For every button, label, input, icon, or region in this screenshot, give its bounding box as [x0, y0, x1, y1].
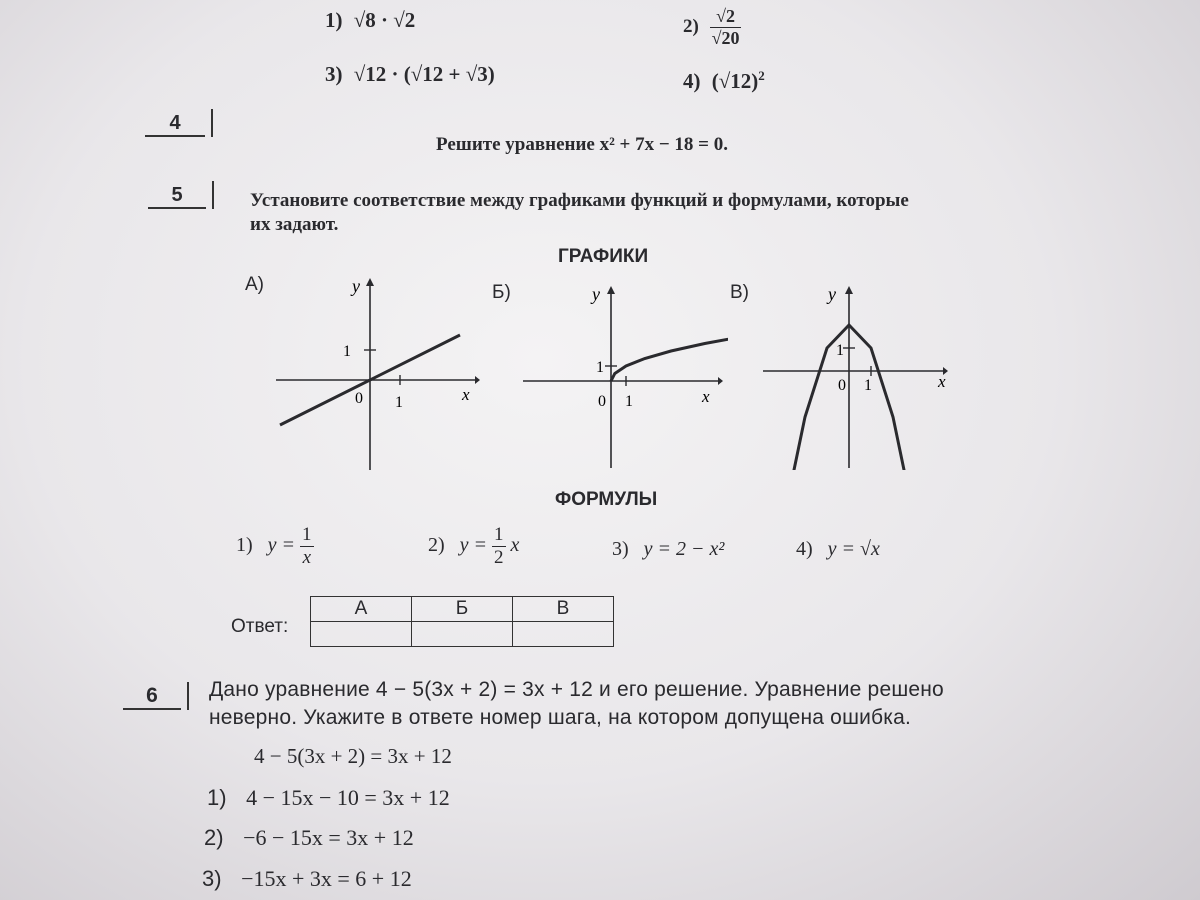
formula-1: [236, 524, 314, 569]
graph-c-x-label: x: [938, 372, 946, 391]
q3-option-3-expr: √12 · (√12 + √3): [353, 62, 495, 86]
answer-header-c: В: [513, 597, 614, 622]
q4-number: 4: [145, 112, 205, 137]
q5-text-line1: Установите соответствие между графиками функций и формулами, которые: [250, 190, 909, 211]
q3-option-1-label: 1): [325, 8, 343, 32]
q6-step-3: [202, 866, 412, 892]
graph-c-y-label: y: [828, 284, 836, 304]
q6-step-2-expr: −6 − 15x = 3x + 12: [243, 825, 414, 850]
graph-a-y-label: y: [352, 276, 360, 296]
graph-a-origin: 0: [355, 390, 363, 407]
q4-text: Решите уравнение x² + 7x − 18 = 0.: [436, 134, 729, 155]
formula-3: [612, 538, 724, 561]
answer-input-row: [311, 622, 614, 647]
answer-header-a: А: [311, 597, 412, 622]
formula-3-label: 3): [612, 538, 629, 560]
formula-2-tail: x: [510, 534, 520, 557]
q3-option-3-label: 3): [325, 62, 343, 86]
graph-b-origin: 0: [598, 393, 606, 410]
formula-2-label: 2): [428, 534, 445, 557]
answer-table: [310, 596, 614, 647]
q3-option-4-exponent: 2: [758, 68, 765, 83]
q3-option-2-numerator: √2: [710, 6, 742, 28]
q3-option-2-denominator: √20: [711, 28, 740, 48]
graph-b-y-arrow: [607, 286, 615, 294]
graph-c-tick-x-one: 1: [864, 377, 872, 394]
q3-option-2-fraction: [710, 6, 742, 49]
graph-b-label: Б): [492, 282, 511, 303]
formula-1-lhs: y =: [267, 534, 296, 557]
formula-2-lhs: y =: [459, 534, 488, 557]
formula-1-denominator: x: [302, 547, 312, 568]
q6-step-2-label: 2): [204, 825, 224, 850]
graph-a-tick-x-one: 1: [395, 394, 403, 411]
formula-3-expr: y = 2 − x²: [643, 538, 725, 560]
q6-step-3-label: 3): [202, 866, 222, 891]
formula-4-expr: y = √x: [827, 538, 880, 560]
q6-text-line2: неверно. Укажите в ответе номер шага, на котором допущена ошибка.: [209, 706, 912, 729]
q6-step-3-expr: −15x + 3x = 6 + 12: [241, 866, 412, 891]
formula-2-fraction: [492, 524, 506, 569]
q3-option-4: [683, 68, 765, 94]
graphs-heading: ГРАФИКИ: [558, 246, 649, 267]
answer-header-row: [311, 597, 614, 622]
formula-2-denominator: 2: [494, 547, 504, 568]
q6-step-1-expr: 4 − 15x − 10 = 3x + 12: [246, 785, 450, 810]
formula-1-label: 1): [236, 534, 253, 557]
graph-c-label: В): [730, 282, 749, 303]
graph-b-x-label: x: [702, 387, 710, 406]
q3-option-2-label: 2): [683, 15, 699, 37]
q6-step-1: [207, 785, 450, 811]
answer-cell-a[interactable]: [311, 622, 412, 647]
q5-text-line2: их задают.: [250, 214, 339, 235]
answer-cell-c[interactable]: [513, 622, 614, 647]
graph-c-origin: 0: [838, 377, 846, 394]
graph-b-tick-x-one: 1: [625, 393, 633, 410]
q3-option-3: [325, 62, 495, 87]
q3-option-1-expr: √8 · √2: [353, 8, 416, 32]
q6-equation: 4 − 5(3x + 2) = 3x + 12: [254, 744, 452, 768]
graph-a-x-label: x: [462, 385, 470, 404]
graph-a-tick-y-one: 1: [343, 343, 351, 360]
answer-header-b: Б: [412, 597, 513, 622]
q6-number: 6: [123, 684, 181, 710]
answer-label: Ответ:: [231, 616, 289, 637]
graph-c-tick-y-one: 1: [836, 342, 844, 359]
graph-c: [758, 280, 958, 470]
graph-a-label: А): [245, 274, 264, 295]
formula-4-label: 4): [796, 538, 813, 560]
graph-b-y-label: y: [592, 284, 600, 304]
graph-a-y-arrow: [366, 278, 374, 286]
q3-option-4-expr: (√12): [711, 69, 759, 93]
formula-1-numerator: 1: [302, 524, 312, 545]
graph-a-x-arrow: [475, 376, 480, 384]
q3-option-1: [325, 8, 415, 33]
formula-2: [428, 524, 519, 569]
graph-a: [268, 272, 483, 477]
q6-step-2: [204, 825, 414, 851]
formula-1-fraction: [300, 524, 314, 569]
graph-c-y-arrow: [845, 286, 853, 294]
formula-4: [796, 538, 880, 561]
formulas-heading: ФОРМУЛЫ: [555, 489, 658, 510]
q6-text-line1: Дано уравнение 4 − 5(3x + 2) = 3x + 12 и его решение. Уравнение решено: [209, 678, 944, 701]
q3-option-4-label: 4): [683, 69, 701, 93]
graph-b-tick-y-one: 1: [596, 359, 604, 376]
q5-number: 5: [148, 184, 206, 209]
formula-2-numerator: 1: [494, 524, 504, 545]
answer-cell-b[interactable]: [412, 622, 513, 647]
graph-b-curve: [611, 336, 728, 381]
graph-b: [518, 280, 728, 475]
q3-option-2: [683, 6, 741, 49]
graph-b-x-arrow: [718, 377, 723, 385]
q6-step-1-label: 1): [207, 785, 227, 810]
